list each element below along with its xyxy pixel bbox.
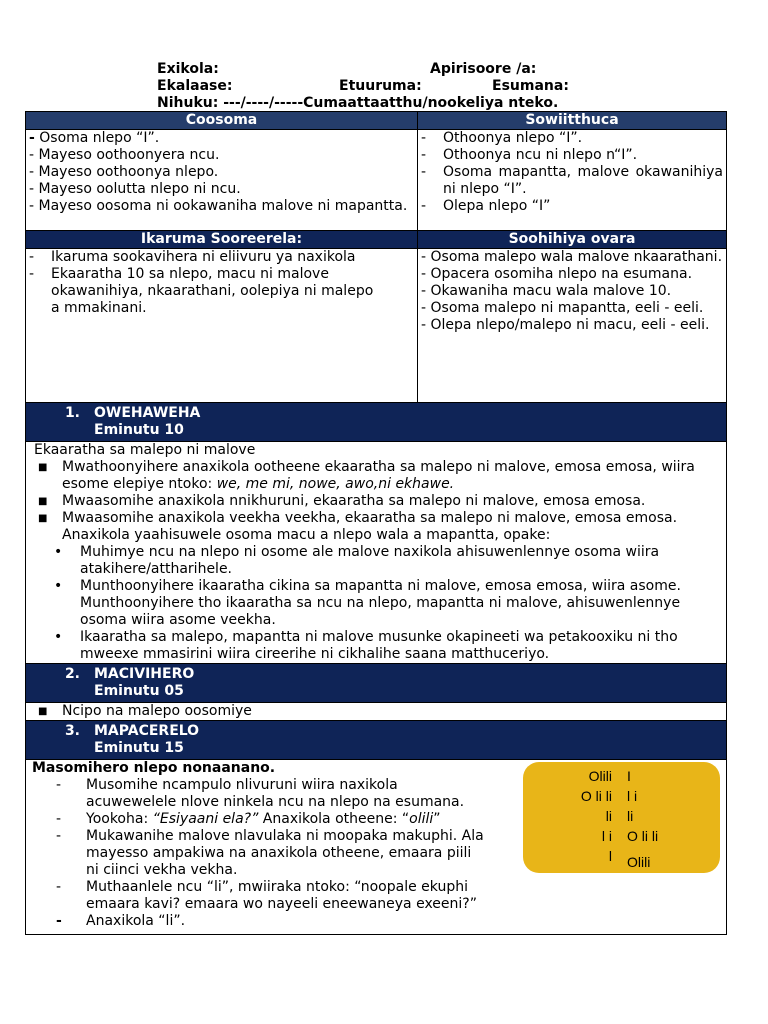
band-ikaruma: Ikaruma Sooreerela: xyxy=(26,231,418,249)
band-soohihiya: Soohihiya ovara xyxy=(418,231,727,249)
syllable-left: O li li xyxy=(580,788,612,804)
soohihiya-cell xyxy=(418,249,727,403)
etuuruma-label: Etuuruma: xyxy=(339,78,422,94)
syllable-box xyxy=(523,762,720,873)
macivihero-bullet: ■ Ncipo na malepo oosomiye xyxy=(38,703,252,719)
nihuku-line: Nihuku: ---/----/-----Cumaattaatthu/nookeliya nteko. xyxy=(157,95,559,111)
syllable-left: Olili xyxy=(588,768,612,784)
syllable-left: li xyxy=(605,808,612,824)
section-macivihero-header: 2. MACIVIHERO Eminutu 05 xyxy=(26,664,727,703)
apirisoore-label: Apirisoore /a: xyxy=(430,61,537,77)
ekalaase-label: Ekalaase: xyxy=(157,78,233,94)
soohihiya-item: - Osoma malepo wala malove nkaarathani. xyxy=(421,249,723,265)
sowiitthuca-item: - Othoonya ncu ni nlepo n“I”. xyxy=(421,147,638,163)
ikaruma-cell xyxy=(26,249,418,403)
mapacerelo-item: - Anaxikola “li”. xyxy=(56,913,186,929)
syllable-right: O li li xyxy=(627,828,659,844)
coosoma-item: - Mayeso oothoonyera ncu. xyxy=(29,147,220,163)
owehaweha-subbullet: • Ikaaratha sa malepo, mapantta ni malove musunke okapineeti wa petakooxiku ni tho mweexe mmasirini wiira cireerihe ni cikhalihe saana matthuceriyo. xyxy=(54,629,678,662)
mapacerelo-heading: Masomihero nlepo nonaanano. xyxy=(32,760,276,776)
section-title: MAPACERELO xyxy=(94,723,200,739)
mapacerelo-item: - Yookoha: “Esiyaani ela?” Anaxikola otheene: “olili” xyxy=(56,811,441,827)
section-time: Eminutu 05 xyxy=(94,683,184,699)
coosoma-item: - Mayeso oosoma ni ookawaniha malove ni mapantta. xyxy=(29,198,408,214)
sowiitthuca-item: - Osoma mapantta, malove okawanihiya ni nlepo “I”. xyxy=(421,164,723,197)
syllable-left: l xyxy=(608,848,612,864)
sowiitthuca-item: - Othoonya nlepo “I”. xyxy=(421,130,583,146)
owehaweha-subbullet: • Muhimye ncu na nlepo ni osome ale malove naxikola ahisuwenlennye osoma wiira atakihere/attharihele. xyxy=(54,544,660,577)
owehaweha-bullet: ■ Mwaasomihe anaxikola nnikhuruni, ekaaratha sa malepo ni malove, emosa emosa. xyxy=(38,493,646,509)
section-title: MACIVIHERO xyxy=(94,666,195,682)
mapacerelo-item: - Mukawanihe malove nlavulaka ni moopaka makuphi. Ala mayesso ampakiwa na anaxikola otheene, emaara piili ni ciinci vekha vekha. xyxy=(56,828,484,878)
syllable-right: li xyxy=(627,808,634,824)
ikaruma-item: - Ekaaratha 10 sa nlepo, macu ni malove okawanihiya, nkaarathani, oolepiya ni malepo a mmakinani. xyxy=(29,266,374,316)
mapacerelo-item: - Musomihe ncampulo nlivuruni wiira naxikola acuwewelele nlove ninkela ncu na nlepo na esumana. xyxy=(56,777,465,810)
section-owehaweha-header: 1. OWEHAWEHA Eminutu 10 xyxy=(26,403,727,442)
syllable-right: l i xyxy=(627,788,638,804)
syllable-right: Olili xyxy=(627,854,651,870)
owehaweha-bullet: ■ Mwathoonyihere anaxikola ootheene ekaaratha sa malepo ni malove, emosa emosa, wiira esome elepiye ntoko: we, me mi, nowe, awo,ni ekhawe. xyxy=(38,459,695,492)
soohihiya-item: - Opacera osomiha nlepo na esumana. xyxy=(421,266,693,282)
coosoma-item: - Mayeso oolutta nlepo ni ncu. xyxy=(29,181,241,197)
mapacerelo-item: - Muthaanlele ncu “li”, mwiiraka ntoko: “noopale ekuphi emaara kavi? emaara wo nayeeli eneewaneya exeeni?” xyxy=(56,879,477,912)
section-time: Eminutu 15 xyxy=(94,740,184,756)
owehaweha-cell xyxy=(26,442,727,664)
coosoma-cell xyxy=(26,130,418,231)
syllable-left: l i xyxy=(601,828,612,844)
coosoma-item: - Osoma nlepo “I”. xyxy=(29,130,160,146)
exikola-label: Exikola: xyxy=(157,61,219,77)
soohihiya-item: - Olepa nlepo/malepo ni macu, eeli - eeli. xyxy=(421,317,710,333)
coosoma-item: - Mayeso oothoonya nlepo. xyxy=(29,164,219,180)
syllable-right: I xyxy=(627,768,631,784)
sowiitthuca-cell xyxy=(418,130,727,231)
owehaweha-subbullet: • Munthoonyihere ikaaratha cikina sa mapantta ni malove, emosa emosa, wiira asome. Munthoonyihere tho ikaaratha sa ncu na nlepo, mapantta ni malove, ahisuwenlennye osoma wiira asome veekha. xyxy=(54,578,681,628)
sowiitthuca-item: - Olepa nlepo “I” xyxy=(421,198,551,214)
esumana-label: Esumana: xyxy=(492,78,569,94)
band-coosoma: Coosoma xyxy=(26,112,418,130)
owehaweha-bullet: ■ Mwaasomihe anaxikola veekha veekha, ekaaratha sa malepo ni malove, emosa emosa. Anaxikola yaahisuwele osoma macu a nlepo wala a mapantta, opake: xyxy=(38,510,678,543)
section-mapacerelo-header: 3. MAPACERELO Eminutu 15 xyxy=(26,721,727,760)
section-title: OWEHAWEHA xyxy=(94,405,201,421)
ikaruma-item: - Ikaruma sookavihera ni eliivuru ya naxikola xyxy=(29,249,356,265)
soohihiya-item: - Okawaniha macu wala malove 10. xyxy=(421,283,672,299)
macivihero-cell xyxy=(26,703,727,721)
owehaweha-intro: Ekaaratha sa malepo ni malove xyxy=(34,442,256,458)
section-time: Eminutu 10 xyxy=(94,422,184,438)
band-sowiitthuca: Sowiitthuca xyxy=(418,112,727,130)
soohihiya-item: - Osoma malepo ni mapantta, eeli - eeli. xyxy=(421,300,704,316)
